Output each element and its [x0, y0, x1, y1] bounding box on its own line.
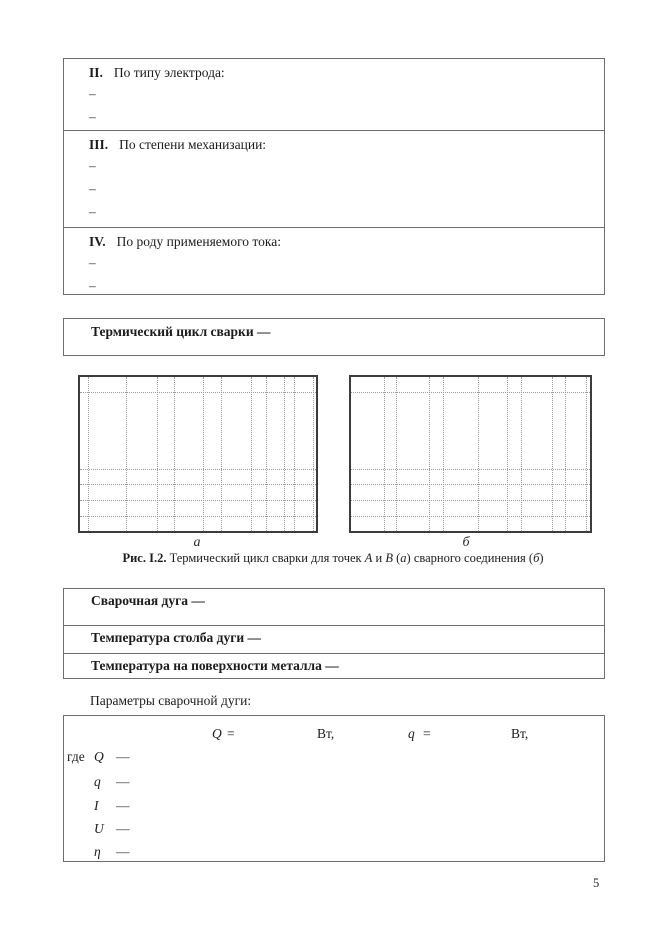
grid-hline — [80, 500, 316, 501]
page-number: 5 — [593, 876, 600, 890]
figure-caption-panel-a-ref: а — [400, 551, 407, 565]
grid-vline — [507, 377, 508, 531]
grid-vline — [565, 377, 566, 531]
grid-vline — [478, 377, 479, 531]
thermal-cycle-definition-box — [63, 318, 605, 356]
figure-caption — [40, 551, 626, 566]
grid-vline — [251, 377, 252, 531]
grid-vline — [429, 377, 430, 531]
grid-hline — [80, 392, 316, 393]
definitions-stack — [63, 588, 605, 679]
where-symbol: η — [94, 844, 101, 859]
figure-caption-number: Рис. I.2. — [122, 551, 167, 565]
section-title — [89, 137, 594, 153]
blank-answer-line: – — [89, 109, 96, 124]
where-dash: — — [116, 798, 130, 813]
grid-vline — [313, 377, 314, 531]
panel-label-b: б — [462, 535, 470, 550]
formula-symbol-Q: Q — [212, 726, 222, 741]
blank-answer-line: – — [89, 86, 96, 101]
definition-metal-surface-temperature — [64, 654, 604, 680]
formula-unit-watt: Вт, — [317, 726, 335, 741]
parameters-box — [63, 715, 605, 862]
where-dash: — — [116, 844, 130, 859]
section-title — [89, 65, 594, 81]
grid-hline — [351, 469, 590, 470]
where-dash: — — [116, 749, 130, 764]
where-symbol: q — [94, 774, 101, 789]
where-dash: — — [116, 774, 130, 789]
where-dash: — — [116, 821, 130, 836]
grid-vline — [521, 377, 522, 531]
grid-hline — [351, 500, 590, 501]
grid-vline — [396, 377, 397, 531]
blank-answer-line: – — [89, 181, 96, 196]
formula-equals: = — [227, 726, 235, 741]
grid-vline — [221, 377, 222, 531]
section-current-type — [64, 228, 604, 294]
definition-arc-column-temperature — [64, 626, 604, 654]
section-title-text: По типу электрода: — [113, 65, 225, 80]
blank-answer-line: – — [89, 158, 96, 173]
thermal-cycle-label: Термический цикл сварки — — [91, 324, 271, 339]
definition-label: Температура столба дуги — — [91, 630, 262, 645]
parameters-heading: Параметры сварочной дуги: — [90, 693, 252, 708]
formula-equals: = — [423, 726, 431, 741]
grid-vline — [88, 377, 89, 531]
grid-vline — [174, 377, 175, 531]
blank-answer-line: – — [89, 255, 96, 270]
where-symbol: U — [94, 821, 104, 836]
grid-vline — [586, 377, 587, 531]
grid-vline — [266, 377, 267, 531]
formula-symbol-q: q — [408, 726, 415, 741]
section-numeral: IV. — [89, 234, 106, 249]
figure-caption-text: ) сварного соединения ( — [406, 551, 534, 565]
grid-hline — [351, 516, 590, 517]
definition-label: Температура на поверхности металла — — [91, 658, 339, 673]
panel-label-a: а — [193, 535, 201, 550]
section-mechanization-degree — [64, 131, 604, 228]
section-title-text: По роду применяемого тока: — [116, 234, 281, 249]
figure-caption-point-a: А — [364, 551, 373, 565]
section-numeral: III. — [89, 137, 109, 152]
grid-vline — [157, 377, 158, 531]
grid-vline — [384, 377, 385, 531]
figure-caption-panel-b-ref: б — [533, 551, 540, 565]
where-label: где — [67, 749, 85, 764]
grid-vline — [443, 377, 444, 531]
grid-vline — [294, 377, 295, 531]
section-electrode-type — [64, 59, 604, 131]
grid-vline — [203, 377, 204, 531]
grid-vline — [126, 377, 127, 531]
grid-hline — [351, 392, 590, 393]
figure-grid-panel-b — [349, 375, 592, 533]
classification-sections-table — [63, 58, 605, 295]
section-title — [89, 234, 594, 250]
definition-label: Сварочная дуга — — [91, 593, 205, 608]
section-numeral: II. — [89, 65, 103, 80]
blank-answer-line: – — [89, 204, 96, 219]
grid-hline — [80, 469, 316, 470]
grid-hline — [351, 484, 590, 485]
section-title-text: По степени механизации: — [119, 137, 267, 152]
figure-grid-panel-a — [78, 375, 318, 533]
formula-unit-watt: Вт, — [511, 726, 529, 741]
figure-caption-text: и — [372, 551, 386, 565]
grid-vline — [552, 377, 553, 531]
grid-hline — [80, 484, 316, 485]
grid-hline — [80, 516, 316, 517]
figure-caption-text: ) — [539, 551, 544, 565]
figure-caption-point-b: В — [385, 551, 393, 565]
where-symbol: I — [94, 798, 99, 813]
where-symbol: Q — [94, 749, 104, 764]
grid-vline — [284, 377, 285, 531]
figure-caption-text: Термический цикл сварки для точек — [166, 551, 365, 565]
figure-caption-text: ( — [392, 551, 401, 565]
definition-welding-arc — [64, 589, 604, 626]
blank-answer-line: – — [89, 278, 96, 293]
